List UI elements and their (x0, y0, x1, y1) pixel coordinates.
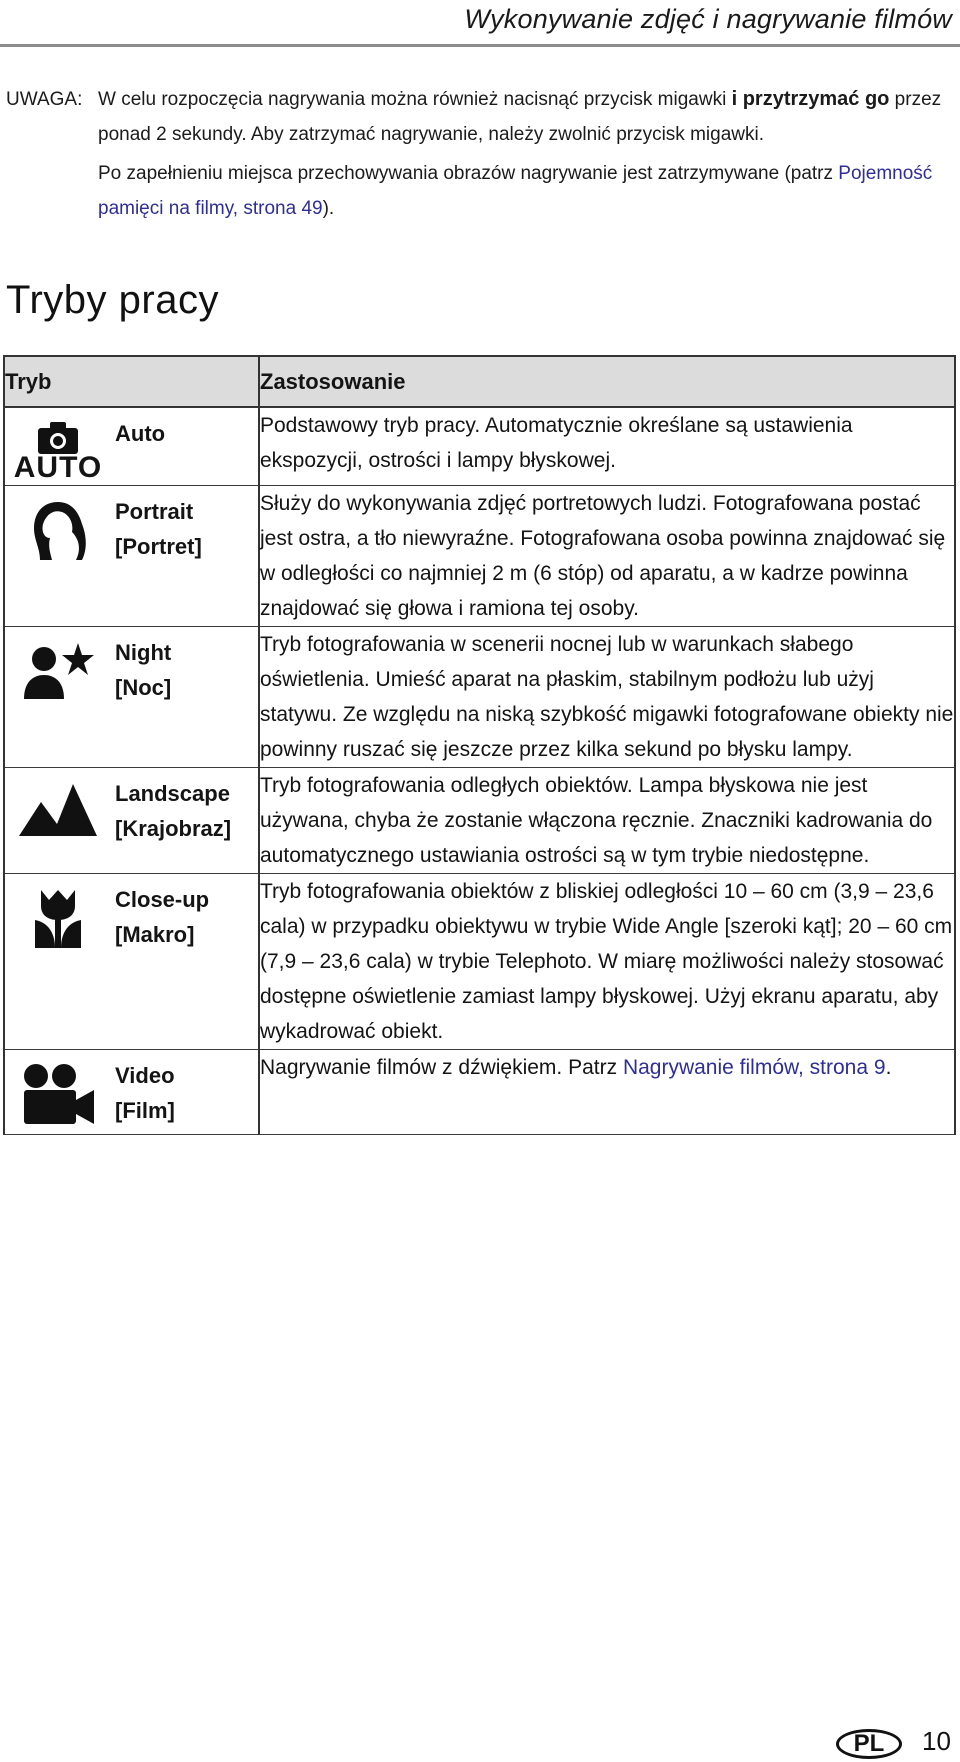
page-number: 10 (922, 1726, 951, 1756)
note-p2-text: Po zapełnieniu miejsca przechowywania obrazów nagrywanie jest zatrzymywane (patrz (98, 163, 839, 184)
use-cell (259, 407, 955, 486)
video-camera-icon (5, 1058, 111, 1128)
note-block (6, 82, 946, 226)
mode-description: Tryb fotografowania w scenerii nocnej lub w warunkach słabego oświetlenia. Umieść aparat na płaskim, stabilnym podłożu lub użyj statywu. Ze względu na niską szybkość migawki fotografowane obiekty nie powinny ruszać się jeszcze przez kilka sekund po błysku lampy. (260, 633, 954, 761)
mode-name: Close-up (115, 887, 210, 912)
mode-name-pl: [Film] (115, 1098, 175, 1123)
language-badge: PL (836, 1729, 902, 1759)
use-cell (259, 874, 955, 1050)
note-bold-text: i przytrzymać go (731, 88, 890, 110)
mode-names (111, 882, 209, 952)
portrait-icon (5, 494, 111, 568)
mode-name: Auto (115, 421, 166, 446)
mode-name-pl: [Makro] (115, 922, 195, 947)
mode-name-pl: [Krajobraz] (115, 816, 232, 841)
section-title: Tryby pracy (6, 278, 219, 322)
table-row (4, 627, 955, 768)
mode-description: Tryb fotografowania odległych obiektów. Lampa błyskowa nie jest używana, chyba że zostanie włączona ręcznie. Znaczniki kadrowania do automatycznego ustawiania ostrości są w tym trybie niedostępne. (260, 774, 933, 867)
mode-description: Podstawowy tryb pracy. Automatycznie określane są ustawienia ekspozycji, ostrości i lampy błyskowej. (260, 414, 853, 472)
mode-description: Nagrywanie filmów z dźwiękiem. Patrz (260, 1056, 623, 1079)
table-row (4, 1050, 955, 1135)
mode-names (111, 416, 165, 485)
table-header-row (4, 356, 955, 407)
header-title: Wykonywanie zdjęć i nagrywanie filmów (464, 4, 952, 34)
use-cell (259, 627, 955, 768)
note-paragraph-2 (6, 156, 946, 226)
use-cell (259, 768, 955, 874)
mode-cell (4, 768, 259, 874)
mode-names (111, 635, 171, 705)
close-up-tulip-icon (5, 882, 111, 952)
mode-names (111, 776, 231, 846)
table-row (4, 874, 955, 1050)
mode-name: Video (115, 1063, 175, 1088)
table-row (4, 486, 955, 627)
mode-name: Landscape (115, 781, 230, 806)
header-use: Zastosowanie (259, 356, 955, 407)
night-icon (5, 635, 111, 705)
note-text: W celu rozpoczęcia nagrywania można również nacisnąć przycisk migawki (98, 89, 732, 110)
mode-name: Portrait (115, 499, 194, 524)
note-label: UWAGA: (6, 89, 83, 110)
video-recording-link[interactable]: Nagrywanie filmów, strona 9 (622, 1056, 886, 1079)
mode-cell (4, 486, 259, 627)
auto-icon-text: AUTO (13, 451, 103, 484)
mode-description: Tryb fotografowania obiektów z bliskiej odległości 10 – 60 cm (3,9 – 23,6 cala) w przypadku obiektywu w trybie Wide Angle [szeroki kąt]; 20 – 60 cm (7,9 – 23,6 cala) w trybie Telephoto. W miarę możliwości należy stosować dostępne oświetlenie zamiast lampy błyskowej. Użyj ekranu aparatu, aby wykadrować obiekt. (260, 880, 953, 1043)
page-header (0, 0, 960, 47)
note-text-rest: przez ponad 2 sekundy. Aby zatrzymać nagrywanie, należy zwolnić przycisk migawki. (98, 89, 942, 145)
mode-name-pl: [Portret] (115, 534, 202, 559)
header-mode: Tryb (4, 356, 259, 407)
landscape-icon (5, 776, 111, 846)
note-p2-end: ). (322, 198, 335, 219)
note-paragraph-1 (98, 82, 946, 152)
note-row (6, 82, 946, 152)
mode-cell (4, 407, 259, 486)
memory-capacity-link[interactable]: Pojemność pamięci na filmy, strona 49 (98, 163, 933, 219)
auto-camera-icon (5, 416, 111, 485)
modes-table (3, 355, 956, 1135)
table-row (4, 768, 955, 874)
mode-cell (4, 874, 259, 1050)
table-row (4, 407, 955, 486)
mode-names (111, 494, 202, 568)
mode-cell (4, 1050, 259, 1135)
mode-names (111, 1058, 175, 1128)
mode-description-end: . (885, 1056, 892, 1079)
mode-name-pl: [Noc] (115, 675, 172, 700)
mode-name: Night (115, 640, 172, 665)
use-cell (259, 1050, 955, 1135)
mode-cell (4, 627, 259, 768)
mode-description: Służy do wykonywania zdjęć portretowych ludzi. Fotografowana postać jest ostra, a tło niewyraźne. Fotografowana osoba powinna znajdować się w odległości co najmniej 2 m (6 stóp) od aparatu, a w kadrze powinna znajdować się głowa i ramiona tej osoby. (260, 492, 946, 620)
use-cell (259, 486, 955, 627)
